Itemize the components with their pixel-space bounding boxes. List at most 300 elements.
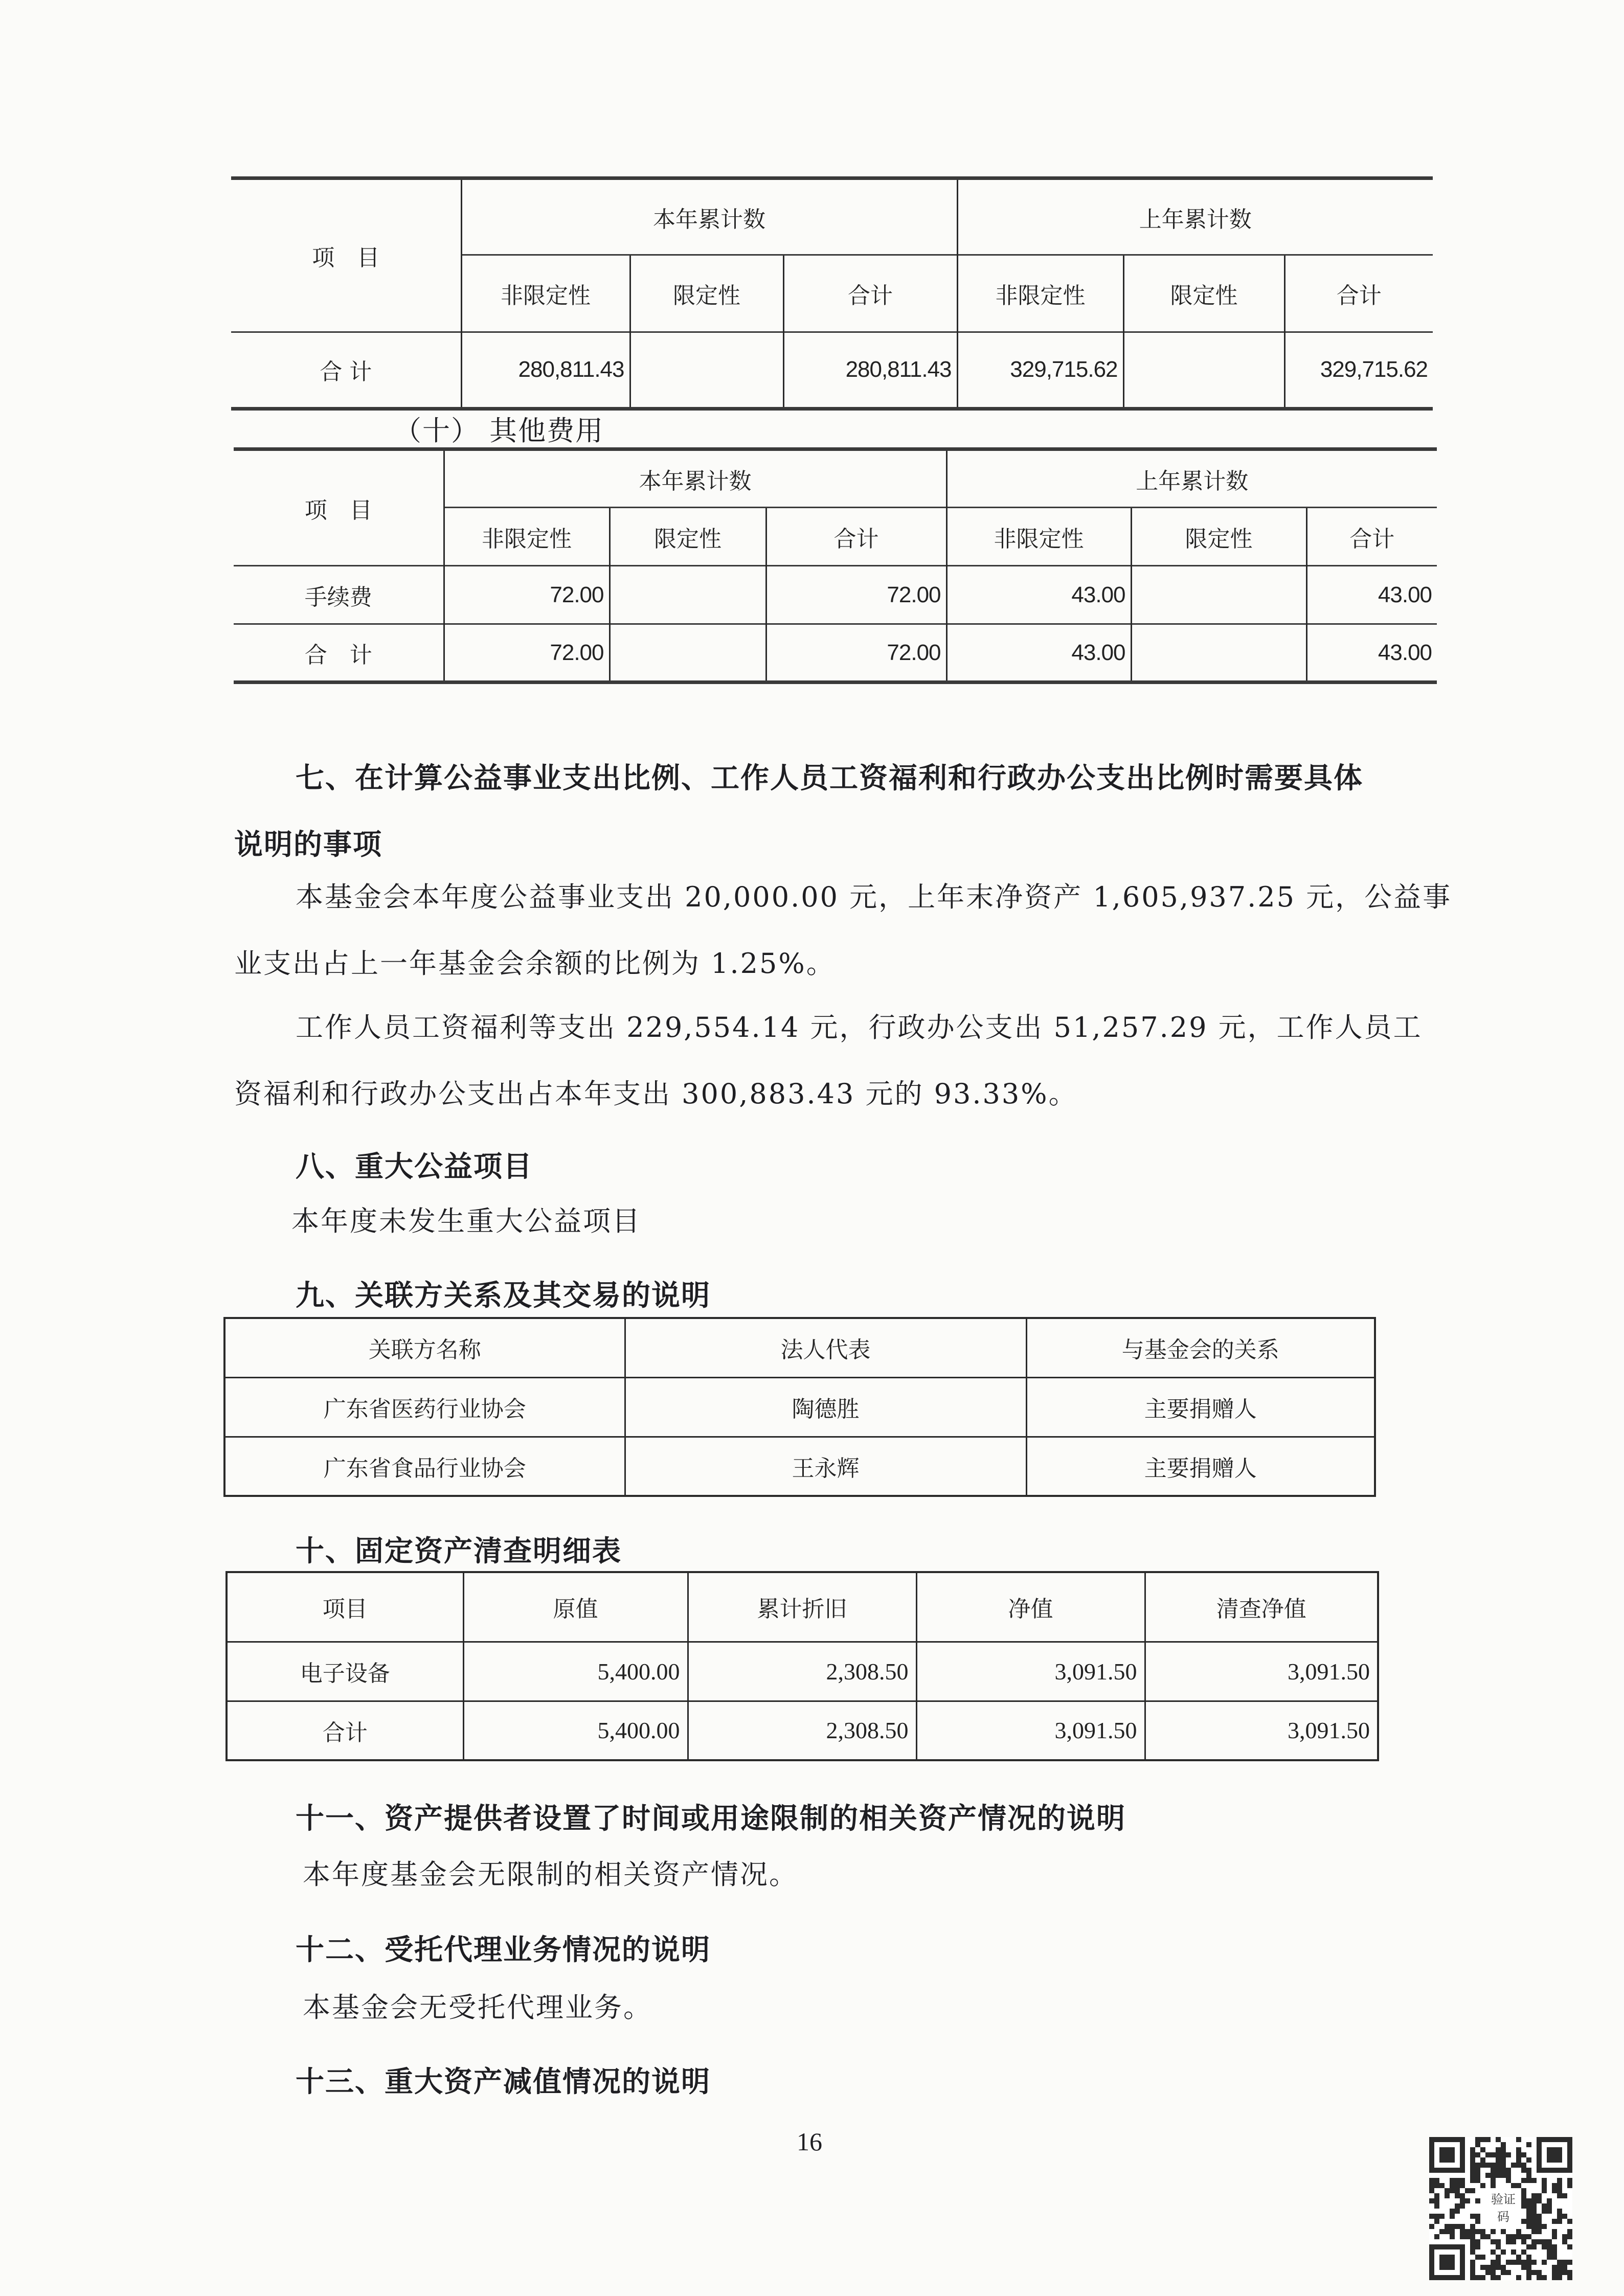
- qr-module: [1506, 2260, 1511, 2265]
- donation-summary-table: [231, 176, 1433, 411]
- qr-module: [1501, 2229, 1506, 2234]
- table-row: [234, 624, 1437, 683]
- qr-module: [1521, 2265, 1526, 2270]
- qr-module: [1557, 2209, 1562, 2214]
- qr-module: [1501, 2142, 1506, 2147]
- qr-module: [1480, 2234, 1485, 2239]
- cell-value: [610, 566, 766, 624]
- qr-module: [1496, 2157, 1501, 2163]
- qr-module: [1506, 2178, 1511, 2183]
- qr-module: [1516, 2229, 1521, 2234]
- qr-module: [1526, 2142, 1531, 2147]
- qr-module: [1542, 2203, 1547, 2209]
- cell-value: 3,091.50: [1145, 1701, 1378, 1760]
- cell-value: 43.00: [1306, 624, 1437, 683]
- qr-module: [1485, 2234, 1491, 2239]
- qr-module: [1521, 2234, 1526, 2239]
- qr-module: [1537, 2214, 1542, 2219]
- qr-module: [1496, 2152, 1501, 2157]
- subheader-total: 合计: [783, 255, 957, 332]
- header-prior-year: 上年累计数: [957, 178, 1433, 255]
- qr-module: [1537, 2239, 1542, 2244]
- qr-module: [1557, 2193, 1562, 2198]
- section9-heading: 九、关联方关系及其交易的说明: [296, 1279, 711, 1312]
- qr-module: [1455, 2193, 1460, 2198]
- table-row: [227, 1642, 1378, 1701]
- qr-module: [1455, 2209, 1460, 2214]
- qr-module: [1491, 2183, 1496, 2188]
- qr-module: [1557, 2219, 1562, 2224]
- qr-module: [1562, 2270, 1567, 2275]
- qr-module: [1470, 2265, 1475, 2270]
- qr-module: [1531, 2244, 1537, 2249]
- page-number: 16: [797, 2127, 822, 2156]
- row-label: 合 计: [231, 332, 461, 408]
- qr-module: [1480, 2255, 1485, 2260]
- qr-module: [1470, 2229, 1475, 2234]
- qr-module: [1470, 2163, 1475, 2168]
- qr-module: [1450, 2224, 1455, 2229]
- qr-module: [1465, 2234, 1470, 2239]
- qr-module: [1485, 2137, 1491, 2142]
- qr-module: [1470, 2239, 1475, 2244]
- qr-module: [1501, 2270, 1506, 2275]
- qr-module: [1516, 2234, 1521, 2239]
- qr-module: [1450, 2183, 1455, 2188]
- qr-module: [1475, 2173, 1480, 2178]
- qr-module: [1450, 2209, 1455, 2214]
- qr-module: [1475, 2137, 1480, 2142]
- qr-module: [1526, 2275, 1531, 2280]
- qr-module: [1491, 2275, 1496, 2280]
- section7-heading-line2: 说明的事项: [234, 828, 382, 861]
- qr-module: [1480, 2157, 1485, 2163]
- qr-module: [1531, 2214, 1537, 2219]
- qr-module: [1526, 2219, 1531, 2224]
- section8-heading: 八、重大公益项目: [296, 1150, 533, 1184]
- header-net-value: 净值: [916, 1572, 1145, 1642]
- qr-module: [1450, 2229, 1455, 2234]
- qr-module: [1542, 2183, 1547, 2188]
- subheader-total: 合计: [766, 508, 946, 566]
- qr-module: [1531, 2209, 1537, 2214]
- qr-module: [1537, 2270, 1542, 2275]
- qr-module: [1485, 2163, 1491, 2168]
- qr-module: [1501, 2168, 1506, 2173]
- qr-module: [1470, 2244, 1475, 2249]
- qr-module: [1501, 2152, 1506, 2157]
- header-current-year: 本年累计数: [444, 449, 946, 508]
- qr-module: [1470, 2224, 1475, 2229]
- qr-module: [1511, 2249, 1516, 2255]
- qr-module: [1567, 2260, 1572, 2265]
- qr-module: [1475, 2163, 1480, 2168]
- subheader-restricted: 限定性: [1123, 255, 1284, 332]
- qr-module: [1445, 2193, 1450, 2198]
- qr-module: [1491, 2249, 1496, 2255]
- qr-module: [1445, 2224, 1450, 2229]
- qr-module: [1526, 2244, 1531, 2249]
- qr-module: [1480, 2229, 1485, 2234]
- header-relationship: 与基金会的关系: [1026, 1318, 1375, 1377]
- section7-heading-line1: 七、在计算公益事业支出比例、工作人员工资福利和行政办公支出比例时需要具体: [296, 762, 1363, 795]
- qr-module: [1521, 2219, 1526, 2224]
- qr-module: [1521, 2168, 1526, 2173]
- qr-module: [1434, 2203, 1439, 2209]
- qr-module: [1491, 2265, 1496, 2270]
- cell-value: 72.00: [766, 566, 946, 624]
- qr-module: [1480, 2265, 1485, 2270]
- section11-heading: 十一、资产提供者设置了时间或用途限制的相关资产情况的说明: [296, 1802, 1126, 1835]
- section7-para2-line2: 资福利和行政办公支出占本年支出 300,883.43 元的 93.33%。: [234, 1078, 1078, 1110]
- qr-module: [1567, 2275, 1572, 2280]
- qr-module: [1562, 2265, 1567, 2270]
- qr-module: [1496, 2260, 1501, 2265]
- qr-module: [1455, 2203, 1460, 2209]
- cell-value: 329,715.62: [1284, 332, 1433, 408]
- qr-module: [1475, 2244, 1480, 2249]
- qr-module: [1516, 2137, 1521, 2142]
- section10-heading: 十、固定资产清查明细表: [296, 1535, 622, 1568]
- qr-module: [1460, 2178, 1465, 2183]
- qr-module: [1470, 2157, 1475, 2163]
- qr-module: [1531, 2270, 1537, 2275]
- other-expenses-table: [234, 447, 1437, 684]
- cell-value: [1131, 624, 1306, 683]
- qr-module: [1521, 2249, 1526, 2255]
- cell-party-name: 广东省医药行业协会: [224, 1377, 625, 1437]
- cell-value: 5,400.00: [463, 1642, 688, 1701]
- qr-module: [1557, 2265, 1562, 2270]
- cell-value: 280,811.43: [783, 332, 957, 408]
- qr-module: [1526, 2157, 1531, 2163]
- qr-module: [1480, 2183, 1485, 2188]
- qr-module: [1521, 2152, 1526, 2157]
- qr-module: [1552, 2219, 1557, 2224]
- qr-module: [1485, 2173, 1491, 2178]
- qr-module: [1491, 2270, 1496, 2275]
- qr-module: [1445, 2229, 1450, 2234]
- qr-module: [1450, 2188, 1455, 2193]
- qr-module: [1531, 2203, 1537, 2209]
- qr-module: [1429, 2178, 1434, 2183]
- related-party-table: [223, 1317, 1376, 1497]
- qr-module: [1537, 2224, 1542, 2229]
- qr-module: [1491, 2239, 1496, 2244]
- qr-module: [1531, 2224, 1537, 2229]
- qr-module: [1562, 2214, 1567, 2219]
- subheader-restricted: 限定性: [1131, 508, 1306, 566]
- qr-module: [1439, 2183, 1445, 2188]
- qr-module: [1470, 2214, 1475, 2219]
- qr-module: [1542, 2275, 1547, 2280]
- qr-module: [1434, 2219, 1439, 2224]
- qr-module: [1552, 2188, 1557, 2193]
- qr-module: [1434, 2193, 1439, 2198]
- section7-para1-line2: 业支出占上一年基金会余额的比例为 1.25%。: [234, 947, 836, 980]
- qr-module: [1526, 2168, 1531, 2173]
- qr-module: [1506, 2239, 1511, 2244]
- qr-module: [1496, 2275, 1501, 2280]
- qr-module: [1455, 2188, 1460, 2193]
- fixed-assets-table: [225, 1571, 1379, 1761]
- qr-module: [1506, 2173, 1511, 2178]
- qr-module: [1485, 2152, 1491, 2157]
- qr-module: [1429, 2188, 1434, 2193]
- subheader-unrestricted: 非限定性: [461, 255, 630, 332]
- qr-module: [1542, 2224, 1547, 2229]
- qr-module: [1526, 2255, 1531, 2260]
- qr-module: [1434, 2214, 1439, 2219]
- qr-module: [1450, 2178, 1455, 2183]
- qr-module: [1531, 2178, 1537, 2183]
- subheader-unrestricted: 非限定性: [957, 255, 1123, 332]
- table-row: [231, 332, 1433, 408]
- qr-module: [1511, 2183, 1516, 2188]
- subheader-unrestricted: 非限定性: [946, 508, 1131, 566]
- qr-module: [1516, 2255, 1521, 2260]
- qr-module: [1557, 2275, 1562, 2280]
- qr-module: [1501, 2249, 1506, 2255]
- qr-module: [1567, 2234, 1572, 2239]
- qr-module: [1521, 2163, 1526, 2168]
- qr-module: [1526, 2260, 1531, 2265]
- qr-module: [1511, 2260, 1516, 2265]
- qr-module: [1496, 2168, 1501, 2173]
- qr-module: [1567, 2183, 1572, 2188]
- row-label: 合计: [227, 1701, 463, 1760]
- qr-module: [1557, 2178, 1562, 2183]
- cell-value: 72.00: [766, 624, 946, 683]
- header-related-party-name: 关联方名称: [224, 1318, 625, 1377]
- cell-value: 3,091.50: [916, 1701, 1145, 1760]
- qr-module: [1521, 2198, 1526, 2203]
- header-verified-net-value: 清查净值: [1145, 1572, 1378, 1642]
- qr-module: [1475, 2255, 1480, 2260]
- table-row: [224, 1437, 1375, 1496]
- qr-module: [1547, 2198, 1552, 2203]
- qr-module: [1501, 2163, 1506, 2168]
- qr-module: [1516, 2147, 1521, 2152]
- section8-text: 本年度未发生重大公益项目: [291, 1205, 641, 1237]
- qr-verification-label: 验证码: [1485, 2191, 1521, 2226]
- qr-module: [1511, 2239, 1516, 2244]
- qr-module: [1496, 2137, 1501, 2142]
- section12-heading: 十二、受托代理业务情况的说明: [296, 1934, 711, 1967]
- qr-module: [1450, 2214, 1455, 2219]
- qr-module: [1552, 2275, 1557, 2280]
- subheader-restricted: 限定性: [630, 255, 783, 332]
- qr-module: [1470, 2147, 1475, 2152]
- qr-module: [1547, 2249, 1552, 2255]
- table-row: [227, 1701, 1378, 1760]
- section11-text: 本年度基金会无限制的相关资产情况。: [303, 1858, 798, 1891]
- qr-module: [1491, 2178, 1496, 2183]
- qr-module: [1470, 2270, 1475, 2275]
- qr-module: [1450, 2234, 1455, 2239]
- qr-module: [1516, 2183, 1521, 2188]
- qr-module: [1537, 2229, 1542, 2234]
- qr-module: [1547, 2209, 1552, 2214]
- header-legal-representative: 法人代表: [625, 1318, 1026, 1377]
- cell-value: [1131, 566, 1306, 624]
- qr-module: [1434, 2198, 1439, 2203]
- qr-module: [1475, 2239, 1480, 2244]
- qr-module: [1537, 2275, 1542, 2280]
- qr-module: [1496, 2147, 1501, 2152]
- qr-module: [1537, 2193, 1542, 2198]
- cell-value: 43.00: [946, 566, 1131, 624]
- qr-module: [1521, 2188, 1526, 2193]
- qr-module: [1434, 2234, 1439, 2239]
- qr-module: [1439, 2229, 1445, 2234]
- qr-module: [1552, 2183, 1557, 2188]
- qr-module: [1562, 2239, 1567, 2244]
- header-item: 项 目: [304, 497, 372, 524]
- qr-module: [1455, 2183, 1460, 2188]
- qr-module: [1496, 2255, 1501, 2260]
- qr-module: [1501, 2265, 1506, 2270]
- qr-module: [1485, 2270, 1491, 2275]
- cell-value: [1123, 332, 1284, 408]
- row-label: 合 计: [234, 624, 444, 683]
- qr-module: [1429, 2224, 1434, 2229]
- qr-module: [1537, 2219, 1542, 2224]
- qr-module: [1470, 2178, 1475, 2183]
- qr-module: [1542, 2178, 1547, 2183]
- qr-module: [1526, 2214, 1531, 2219]
- qr-module: [1460, 2193, 1465, 2198]
- qr-module: [1480, 2137, 1485, 2142]
- qr-module: [1516, 2260, 1521, 2265]
- qr-module: [1531, 2260, 1537, 2265]
- cell-representative: 王永辉: [625, 1437, 1026, 1496]
- subheader-unrestricted: 非限定性: [444, 508, 610, 566]
- qr-module: [1526, 2234, 1531, 2239]
- qr-module: [1567, 2178, 1572, 2183]
- qr-module: [1526, 2178, 1531, 2183]
- subheader-restricted: 限定性: [610, 508, 766, 566]
- header-current-year: 本年累计数: [461, 178, 957, 255]
- qr-module: [1547, 2244, 1552, 2249]
- qr-module: [1542, 2188, 1547, 2193]
- qr-module: [1470, 2234, 1475, 2239]
- qr-module: [1506, 2168, 1511, 2173]
- qr-module: [1531, 2229, 1537, 2234]
- qr-module: [1506, 2270, 1511, 2275]
- qr-module: [1557, 2270, 1562, 2275]
- qr-module: [1562, 2260, 1567, 2265]
- qr-module: [1429, 2183, 1434, 2188]
- subheader-total: 合计: [1306, 508, 1437, 566]
- qr-module: [1542, 2239, 1547, 2244]
- qr-module: [1475, 2142, 1480, 2147]
- qr-module: [1429, 2198, 1434, 2203]
- qr-module: [1496, 2173, 1501, 2178]
- qr-module: [1460, 2203, 1465, 2209]
- qr-module: [1567, 2244, 1572, 2249]
- qr-module: [1470, 2249, 1475, 2255]
- section7-para2-line1: 工作人员工资福利等支出 229,554.14 元，行政办公支出 51,257.29 元，工作人员工: [296, 1011, 1423, 1043]
- qr-module: [1567, 2270, 1572, 2275]
- qr-module: [1491, 2260, 1496, 2265]
- qr-module: [1552, 2265, 1557, 2270]
- header-item: 项 目: [312, 244, 380, 271]
- qr-module: [1475, 2214, 1480, 2219]
- qr-module: [1475, 2275, 1480, 2280]
- header-accumulated-depreciation: 累计折旧: [688, 1572, 916, 1642]
- table-row: [224, 1377, 1375, 1437]
- qr-code-icon[interactable]: [1429, 2137, 1572, 2280]
- row-label: 电子设备: [227, 1642, 463, 1701]
- qr-module: [1552, 2234, 1557, 2239]
- qr-module: [1567, 2219, 1572, 2224]
- qr-module: [1445, 2188, 1450, 2193]
- qr-module: [1521, 2260, 1526, 2265]
- cell-value: 2,308.50: [688, 1642, 916, 1701]
- qr-module: [1460, 2229, 1465, 2234]
- qr-module: [1521, 2178, 1526, 2183]
- header-item: 项目: [227, 1572, 463, 1642]
- header-prior-year: 上年累计数: [946, 449, 1437, 508]
- qr-module: [1491, 2168, 1496, 2173]
- section12-text: 本基金会无受托代理业务。: [303, 1991, 652, 2024]
- qr-module: [1465, 2198, 1470, 2203]
- qr-module: [1455, 2178, 1460, 2183]
- qr-module: [1531, 2198, 1537, 2203]
- qr-module: [1480, 2275, 1485, 2280]
- qr-module: [1465, 2188, 1470, 2193]
- cell-value: 3,091.50: [1145, 1642, 1378, 1701]
- qr-module: [1511, 2163, 1516, 2168]
- section7-para1-line1: 本基金会本年度公益事业支出 20,000.00 元，上年末净资产 1,605,937.25 元，公益事: [296, 881, 1452, 913]
- cell-representative: 陶德胜: [625, 1377, 1026, 1437]
- qr-module: [1552, 2229, 1557, 2234]
- qr-module: [1475, 2178, 1480, 2183]
- qr-module: [1557, 2260, 1562, 2265]
- qr-module: [1562, 2234, 1567, 2239]
- qr-module: [1516, 2152, 1521, 2157]
- qr-module: [1526, 2198, 1531, 2203]
- qr-module: [1480, 2147, 1485, 2152]
- qr-module: [1460, 2234, 1465, 2239]
- qr-module: [1531, 2193, 1537, 2198]
- qr-module: [1496, 2239, 1501, 2244]
- qr-module: [1506, 2152, 1511, 2157]
- qr-module: [1537, 2198, 1542, 2203]
- qr-module: [1475, 2198, 1480, 2203]
- qr-module: [1496, 2163, 1501, 2168]
- qr-module: [1496, 2244, 1501, 2249]
- qr-module: [1491, 2173, 1496, 2178]
- cell-value: [610, 624, 766, 683]
- qr-module: [1470, 2152, 1475, 2157]
- qr-module: [1491, 2163, 1496, 2168]
- cell-value: 280,811.43: [461, 332, 630, 408]
- qr-module: [1465, 2229, 1470, 2234]
- cell-relationship: 主要捐赠人: [1026, 1377, 1375, 1437]
- cell-relationship: 主要捐赠人: [1026, 1437, 1375, 1496]
- qr-module: [1542, 2209, 1547, 2214]
- qr-module: [1475, 2152, 1480, 2157]
- qr-module: [1531, 2239, 1537, 2244]
- qr-module: [1434, 2178, 1439, 2183]
- qr-module: [1542, 2260, 1547, 2265]
- qr-module: [1501, 2147, 1506, 2152]
- qr-module: [1475, 2219, 1480, 2224]
- cell-value: 3,091.50: [916, 1642, 1145, 1701]
- row-label: 手续费: [234, 566, 444, 624]
